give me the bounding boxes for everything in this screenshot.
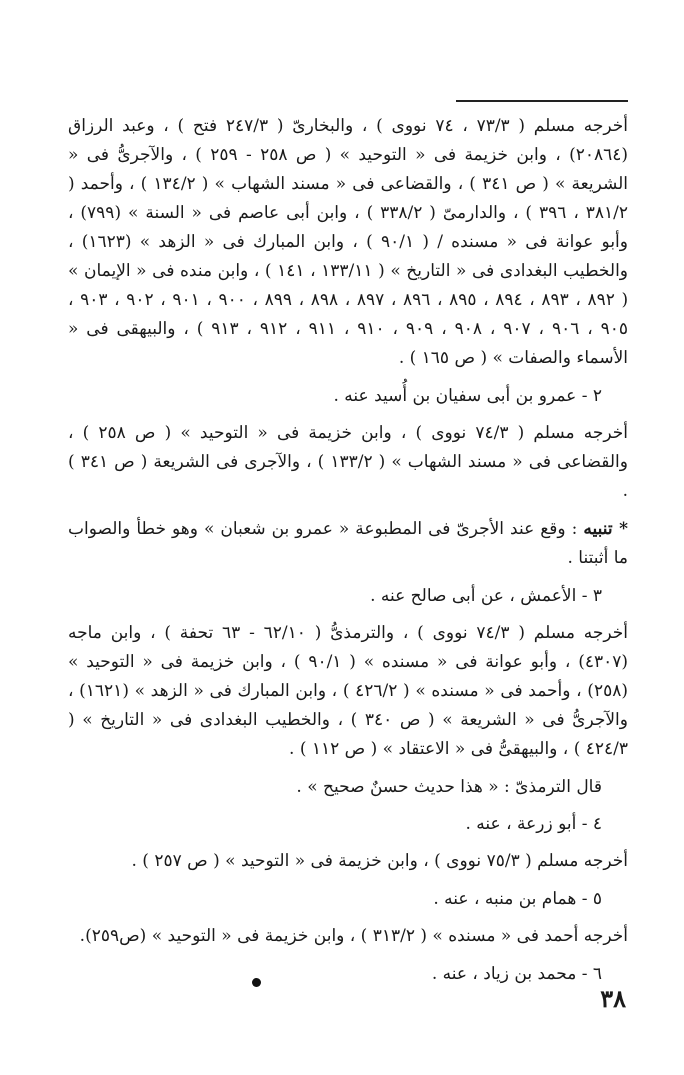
note-lead: * تنبيه xyxy=(583,519,629,539)
chain-heading-3: ٣ - الأعمش ، عن أبى صالح عنه . xyxy=(370,586,602,606)
footnotes-text xyxy=(68,112,628,997)
chain-heading-6: ٦ - محمد بن زياد ، عنه . xyxy=(431,964,602,984)
ink-dot xyxy=(252,978,261,987)
chain-heading-4: ٤ - أبو زرعة ، عنه . xyxy=(465,814,602,834)
note-text: : وقع عند الأجرىّ فى المطبوعة « عمرو بن شعبان » وهو خطأ والصواب ما أثبتنا . xyxy=(68,519,628,568)
tirmidhi-quote: قال الترمذىّ : « هذا حديث حسنٌ صحيح » . xyxy=(296,777,602,797)
citation-paragraph-1: أخرجه مسلم ( ٧٣/٣ ، ٧٤ نووى ) ، والبخارىّ ( ٢٤٧/٣ فتح ) ، وعبد الرزاق (٢٠٨٦٤) ، وابن خزيمة فى « التوحيد » ( ص ٢٥٨ - ٢٥٩ ) ، والآجرىُّ فى « الشريعة » ( ص ٣٤١ ) ، والقضاعى فى « مسند الشهاب » ( ١٣٤/٢ ) ، وأحمد ( ٣٨١/٢ ، ٣٩٦ ) ، والدارمىّ ( ٣٣٨/٢ ) ، وابن أبى عاصم فى « السنة » (٧٩٩) ، وأبو عوانة فى « مسنده / ( ٩٠/١ ) ، وابن المبارك فى « الزهد » (١٦٢٣) ، والخطيب البغدادى فى « التاريخ » ( ١٣٣/١١ ، ١٤١ ) ، وابن منده فى « الإيمان » ( ٨٩٢ ، ٨٩٣ ، ٨٩٤ ، ٨٩٥ ، ٨٩٦ ، ٨٩٧ ، ٨٩٨ ، ٨٩٩ ، ٩٠٠ ، ٩٠١ ، ٩٠٢ ، ٩٠٣ ، ٩٠٥ ، ٩٠٦ ، ٩٠٧ ، ٩٠٨ ، ٩٠٩ ، ٩١٠ ، ٩١١ ، ٩١٢ ، ٩١٣ ) ، والبيهقى فى « الأسماء والصفات » ( ص ١٦٥ ) . xyxy=(68,116,629,368)
note-paragraph xyxy=(68,515,628,573)
chain-heading-2: ٢ - عمرو بن أبى سفيان بن أُسيد عنه . xyxy=(333,386,602,406)
chain-heading-5: ٥ - همام بن منبه ، عنه . xyxy=(433,889,602,909)
citation-paragraph-3: أخرجه مسلم ( ٧٤/٣ نووى ) ، والترمذىُّ ( ٦٢/١٠ - ٦٣ تحفة ) ، وابن ماجه (٤٣٠٧) ، وأبو عوانة فى « مسنده » ( ٩٠/١ ) ، وابن خزيمة فى « التوحيد » (٢٥٨) ، وأحمد فى « مسنده » ( ٤٢٦/٢ ) ، وابن المبارك فى « الزهد » (١٦٢١) ، والآجرىُّ فى « الشريعة » ( ص ٣٤٠ ) ، والخطيب البغدادى فى « التاريخ » ( ٤٢٤/٣ ) ، والبيهقىُّ فى « الاعتقاد » ( ص ١١٢ ) . xyxy=(68,623,628,759)
citation-paragraph-5: أخرجه أحمد فى « مسنده » ( ٣١٣/٢ ) ، وابن خزيمة فى « التوحيد » (ص٢٥٩). xyxy=(79,926,628,946)
citation-paragraph-2: أخرجه مسلم ( ٧٤/٣ نووى ) ، وابن خزيمة فى « التوحيد » ( ص ٢٥٨ ) ، والقضاعى فى « مسند الشهاب » ( ١٣٣/٢ ) ، والآجرى فى الشريعة ( ص ٣٤١ ) . xyxy=(68,423,628,501)
footnote-separator xyxy=(456,100,628,102)
page-number: ٣٨ xyxy=(600,984,626,1013)
citation-paragraph-4: أخرجه مسلم ( ٧٥/٣ نووى ) ، وابن خزيمة فى « التوحيد » ( ص ٢٥٧ ) . xyxy=(131,851,628,871)
